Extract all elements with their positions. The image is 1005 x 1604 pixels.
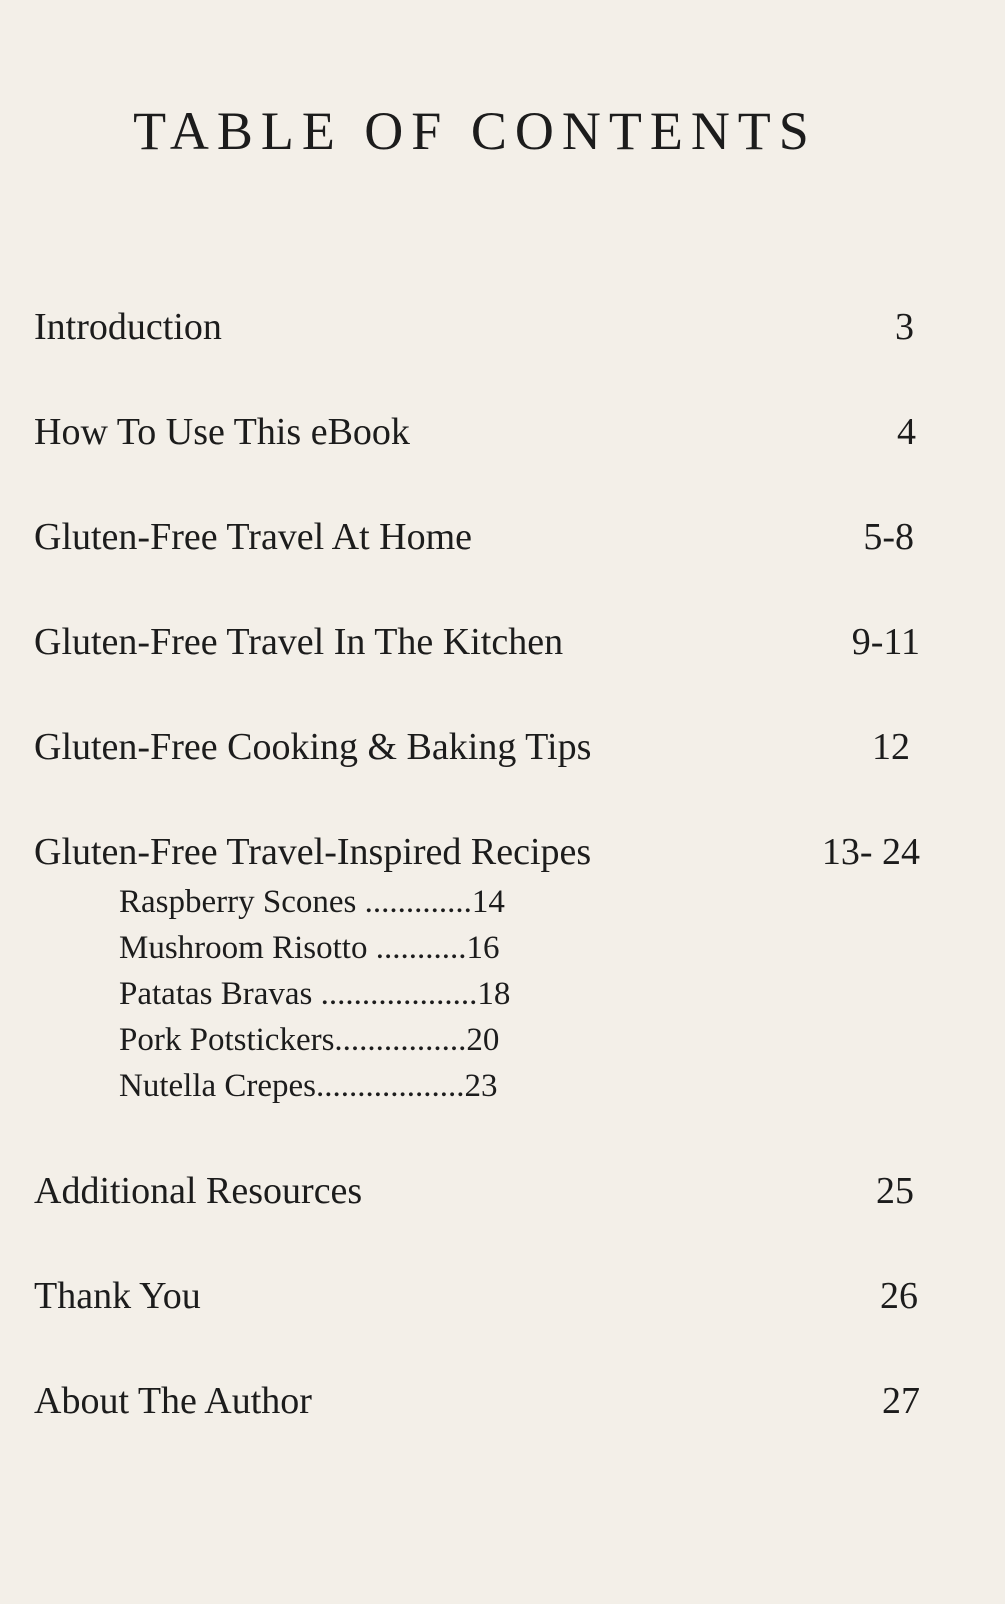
- toc-entry-label: Additional Resources: [34, 1170, 363, 1212]
- toc-entry-page: 4: [897, 411, 916, 453]
- toc-entry-additional-resources[interactable]: [34, 1166, 920, 1216]
- toc-entry-thank-you[interactable]: [34, 1271, 920, 1321]
- recipe-entry-nutella-crepes[interactable]: Nutella Crepes..................23: [119, 1068, 498, 1104]
- toc-entry-about-author[interactable]: [34, 1376, 920, 1426]
- toc-entry-label: Gluten-Free Cooking & Baking Tips: [34, 726, 592, 768]
- toc-entry-page: 12: [872, 726, 910, 768]
- toc-entry-label: How To Use This eBook: [34, 411, 410, 453]
- toc-entry-page: 3: [895, 306, 914, 348]
- toc-entry-label: About The Author: [34, 1380, 312, 1422]
- toc-entry-label: Introduction: [34, 306, 222, 348]
- toc-entry-label: Gluten-Free Travel-Inspired Recipes: [34, 831, 592, 873]
- toc-entry-page: 26: [880, 1275, 918, 1317]
- toc-entry-how-to-use[interactable]: [34, 407, 920, 457]
- toc-entry-page: 5-8: [863, 516, 914, 558]
- toc-entry-page: 13- 24: [821, 831, 920, 873]
- toc-entry-recipes[interactable]: [34, 827, 920, 877]
- toc-entry-label: Gluten-Free Travel At Home: [34, 516, 473, 558]
- toc-entry-page: 25: [876, 1170, 914, 1212]
- toc-entry-travel-at-home[interactable]: [34, 512, 920, 562]
- recipe-entry-pork-potstickers[interactable]: Pork Potstickers................20: [119, 1022, 500, 1058]
- toc-entry-label: Gluten-Free Travel In The Kitchen: [34, 621, 564, 663]
- recipe-entry-patatas-bravas[interactable]: Patatas Bravas ...................18: [119, 976, 511, 1012]
- toc-entry-page: 27: [882, 1380, 920, 1422]
- recipe-entry-raspberry-scones[interactable]: Raspberry Scones .............14: [119, 884, 505, 920]
- recipe-entry-mushroom-risotto[interactable]: Mushroom Risotto ...........16: [119, 930, 500, 966]
- toc-entry-page: 9-11: [851, 621, 920, 663]
- page-title: TABLE OF CONTENTS: [133, 101, 817, 161]
- toc-entry-cooking-baking-tips[interactable]: [34, 722, 920, 772]
- toc-entry-travel-in-kitchen[interactable]: [34, 617, 920, 667]
- toc-entry-label: Thank You: [34, 1275, 201, 1317]
- toc-entry-introduction[interactable]: [34, 302, 920, 352]
